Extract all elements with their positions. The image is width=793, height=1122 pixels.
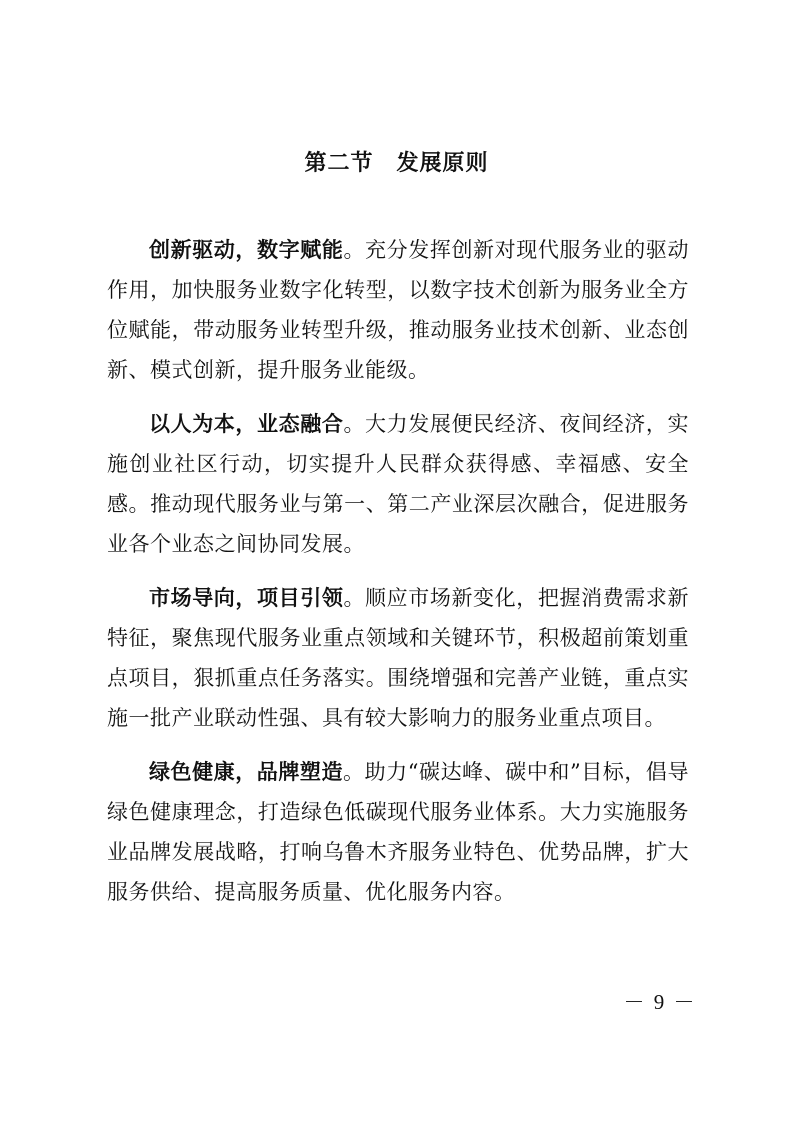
paragraph-green-branding bbox=[107, 752, 689, 912]
paragraph-people-oriented bbox=[107, 404, 689, 564]
paragraph-lead: 以人为本，业态融合 bbox=[149, 412, 344, 436]
paragraph-market-oriented bbox=[107, 578, 689, 738]
section-heading: 第二节 发展原则 bbox=[304, 150, 489, 176]
paragraph-text: 。顺应市场新变化，把握消费需求新特征，聚焦现代服务业重点领域和关键环节，积极超前策划重点项目，狠抓重点任务落实。围绕增强和完善产业链，重点实施一批产业联动性强、具有较大影响力的服务业重点项目。 bbox=[107, 586, 689, 730]
paragraph-text: 。大力发展便民经济、夜间经济，实施创业社区行动，切实提升人民群众获得感、幸福感、安全感。推动现代服务业与第一、第二产业深层次融合，促进服务业各个业态之间协同发展。 bbox=[107, 412, 689, 556]
paragraph-lead: 市场导向，项目引领 bbox=[149, 586, 344, 610]
paragraph-text: 。充分发挥创新对现代服务业的驱动作用，加快服务业数字化转型，以数字技术创新为服务业全方位赋能，带动服务业转型升级，推动服务业技术创新、业态创新、模式创新，提升服务业能级。 bbox=[107, 238, 689, 382]
paragraph-innovation bbox=[107, 230, 689, 390]
body-text bbox=[107, 230, 689, 926]
paragraph-lead: 创新驱动，数字赋能 bbox=[149, 238, 344, 262]
paragraph-lead: 绿色健康，品牌塑造 bbox=[149, 760, 344, 784]
paragraph-text: 。助力“碳达峰、碳中和”目标，倡导绿色健康理念，打造绿色低碳现代服务业体系。大力实施服务业品牌发展战略，打响乌鲁木齐服务业特色、优势品牌，扩大服务供给、提高服务质量、优化服务内容。 bbox=[107, 760, 689, 904]
page-number: － 9 － bbox=[623, 990, 697, 1014]
